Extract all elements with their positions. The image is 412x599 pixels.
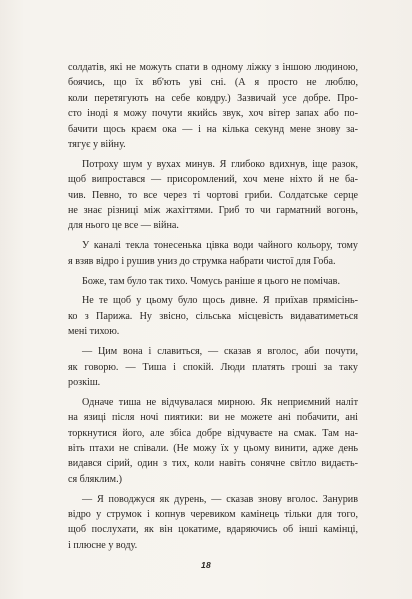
text-line: як говорю. — Тиша і спокій. Люди платять гроші за таку [68, 361, 358, 373]
text-line: ся бляклим.) [68, 473, 122, 485]
text-line: — Я поводжуся як дурень, — сказав знову вголос. Занурив [82, 493, 358, 505]
text-line: я взяв відро і рушив униз до струмка набрати чистої для Гоба. [68, 255, 336, 267]
text-line: Потроху шум у вухах минув. Я глибоко вдихнув, іще разок, [82, 158, 358, 170]
text-line: У каналі текла тонесенька цівка води чайного кольору, тому [82, 240, 358, 252]
paragraph-7 [68, 395, 358, 487]
text-line: бачити щось краєм ока — і на кілька секунд мене знову за- [68, 123, 358, 135]
text-line: чив. Певно, то все через ті чортові гриби. Солдатське серце [68, 189, 358, 201]
text-line: Боже, там було так тихо. Чомусь раніше я цього не помічав. [82, 275, 340, 287]
text-line: мені тихою. [68, 326, 120, 338]
text-line: сто іноді я можу почути якийсь звук, хоч вітер запах або по- [68, 108, 358, 120]
paragraph-6 [68, 344, 358, 390]
text-line: тягує у війну. [68, 138, 126, 150]
paragraph-8 [68, 492, 358, 554]
text-line: солдатів, які не можуть спати в одному ліжку з іншою людиною, [68, 62, 358, 73]
text-line: щоб випростався — присоромлений, хоч мене ніхто й не ба- [68, 174, 358, 186]
text-line: боячись, що їх вб'ють уві сні. (А я просто не люблю, [68, 77, 358, 89]
text-line: Одначе тиша не відчувалася мирною. Як неприємний наліт [82, 396, 358, 408]
body-text [68, 60, 358, 558]
text-line: розкіш. [68, 376, 101, 388]
paragraph-2 [68, 157, 358, 234]
text-line: не знає різниці між жахіттями. Гриб то чи гарматний вогонь, [68, 205, 358, 217]
text-line: щоб послухати, як він цокатиме, вдаряючись об інші камінці, [68, 524, 358, 536]
text-line: торкнутися його, але збіса добре відчуваєте на смак. Там на- [68, 427, 358, 439]
text-line: коли перетягують на себе ковдру.) Зазвичай усе добре. Про- [68, 92, 358, 104]
paragraph-3 [68, 238, 358, 269]
paragraph-5 [68, 293, 358, 339]
paragraph-4 [68, 274, 358, 289]
text-line: видався сірий, один з тих, коли навіть сонячне світло видаєть- [68, 458, 358, 470]
text-line: віть птахи не співали. (Не можу їх у цьому винити, адже день [68, 442, 358, 454]
text-line: на язиці після ночі пиятики: ви не можете ані побачити, ані [68, 412, 358, 424]
text-line: і плюсне у воду. [68, 539, 138, 551]
paragraph-1 [68, 60, 358, 152]
text-line: ко з Парижа. Ну звісно, сільська місцевість видаватиметься [68, 310, 358, 322]
text-line: Не те щоб у цьому було щось дивне. Я приїхав прямісінь- [82, 295, 358, 307]
text-line: — Цим вона і славиться, — сказав я вголос, аби почути, [82, 346, 358, 358]
text-line: відро у струмок і копнув черевиком камінець тільки для того, [68, 509, 358, 521]
text-line: для нього це все — війна. [68, 220, 179, 232]
page-number: 18 [200, 560, 212, 570]
